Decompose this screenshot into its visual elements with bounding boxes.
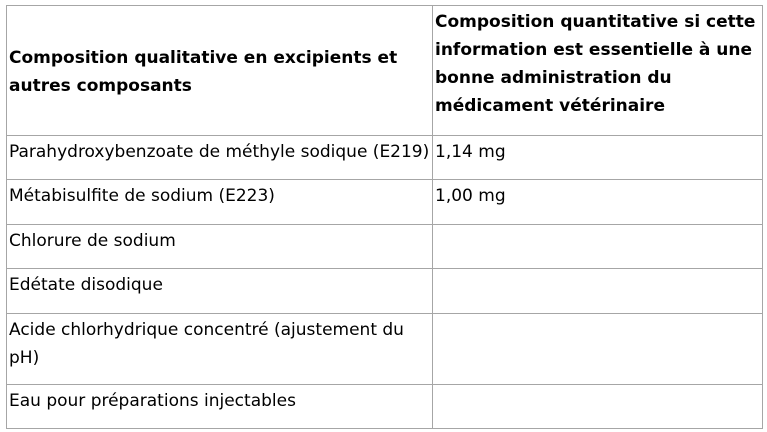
excipient-cell: Eau pour préparations injectables <box>7 385 433 429</box>
composition-table-container <box>6 5 763 429</box>
table-row <box>7 314 763 385</box>
header-qualitative: Composition qualitative en excipients et autres composants <box>7 6 433 136</box>
excipient-cell: Parahydroxybenzoate de méthyle sodique (E219) <box>7 136 433 180</box>
excipient-cell: Acide chlorhydrique concentré (ajustement du pH) <box>7 314 433 385</box>
excipient-cell: Métabisulfite de sodium (E223) <box>7 180 433 225</box>
excipient-cell: Chlorure de sodium <box>7 225 433 269</box>
quantity-cell: 1,00 mg <box>433 180 763 225</box>
quantity-cell <box>433 269 763 314</box>
quantity-cell <box>433 385 763 429</box>
quantity-cell: 1,14 mg <box>433 136 763 180</box>
quantity-cell <box>433 225 763 269</box>
quantity-cell <box>433 314 763 385</box>
header-quantitative: Composition quantitative si cette information est essentielle à une bonne administration du médicament vétérinaire <box>433 6 763 136</box>
excipient-cell: Edétate disodique <box>7 269 433 314</box>
table-row <box>7 385 763 429</box>
table-row <box>7 180 763 225</box>
table-row <box>7 136 763 180</box>
table-header-row <box>7 6 763 136</box>
table-row <box>7 269 763 314</box>
composition-table <box>6 5 763 429</box>
table-row <box>7 225 763 269</box>
